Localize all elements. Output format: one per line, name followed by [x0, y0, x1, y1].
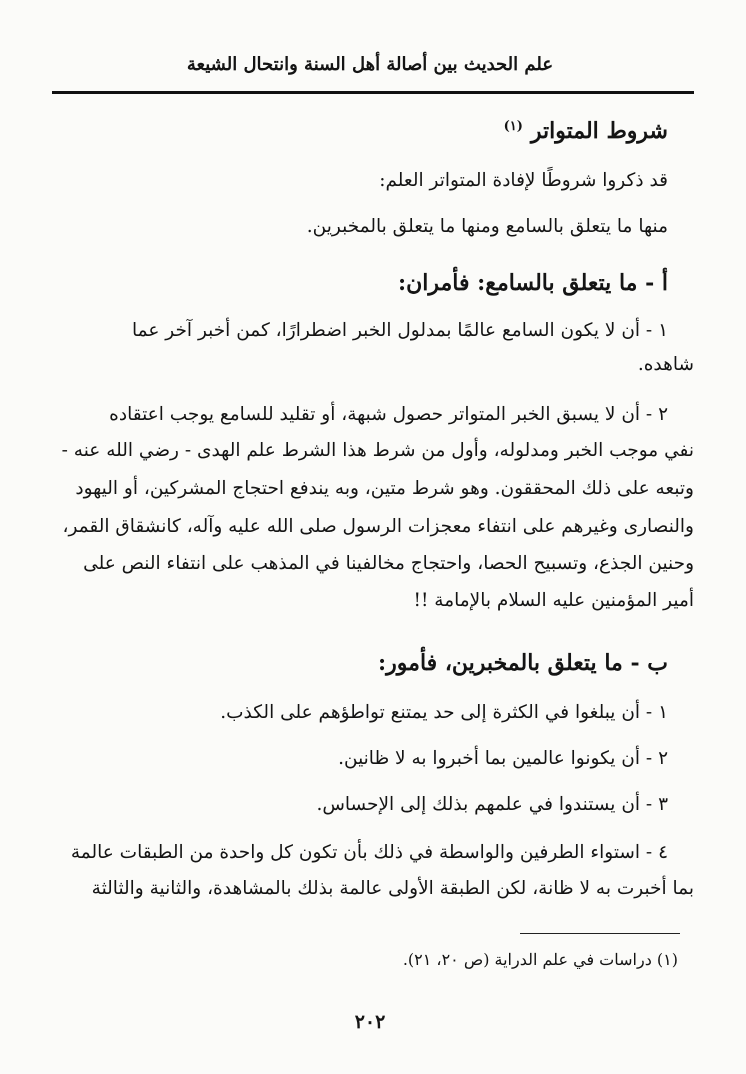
heading-a: أ - ما يتعلق بالسامع: فأمران:	[397, 270, 668, 296]
a-item1-line-1: ١ - أن لا يكون السامع عالمًا بمدلول الخبر اضطرارًا، كمن أخبر آخر عما	[132, 320, 668, 341]
section-title-text: شروط المتواتر	[530, 118, 668, 144]
a-item2-line-4: والنصارى وغيرهم على انتفاء معجزات الرسول صلى الله عليه وآله، كانشقاق القمر،	[62, 516, 694, 537]
b-item-1: ١ - أن يبلغوا في الكثرة إلى حد يمتنع تواطؤهم على الكذب.	[220, 702, 668, 723]
running-header: علم الحديث بين أصالة أهل السنة وانتحال الشيعة	[186, 54, 554, 75]
a-item1-line-2: شاهده.	[637, 354, 694, 375]
footnote: (١) دراسات في علم الدراية (ص ٢٠، ٢١).	[402, 950, 678, 969]
section-title	[504, 118, 668, 144]
a-item2-line-6: أمير المؤمنين عليه السلام بالإمامة !!	[413, 590, 694, 611]
a-item2-line-5: وحنين الجذع، وتسبيح الحصا، واحتجاج مخالفينا في المذهب على انتفاء النص على	[83, 553, 694, 574]
intro-line-1: قد ذكروا شروطًا لإفادة المتواتر العلم:	[379, 170, 668, 191]
intro-line-2: منها ما يتعلق بالسامع ومنها ما يتعلق بالمخبرين.	[306, 216, 668, 237]
b-item4-line-2: بما أخبرت به لا ظانة، لكن الطبقة الأولى عالمة بذلك بالمشاهدة، والثانية والثالثة	[91, 878, 694, 899]
b-item4-line-1: ٤ - استواء الطرفين والواسطة في ذلك بأن تكون كل واحدة من الطبقات عالمة	[70, 842, 668, 863]
footnote-rule	[520, 933, 680, 934]
b-item-2: ٢ - أن يكونوا عالمين بما أخبروا به لا ظانين.	[338, 748, 668, 769]
footnote-ref: (١)	[503, 119, 523, 134]
a-item2-line-1: ٢ - أن لا يسبق الخبر المتواتر حصول شبهة، أو تقليد للسامع يوجب اعتقاده	[109, 404, 668, 425]
a-item2-line-2: نفي موجب الخبر ومدلوله، وأول من شرط هذا الشرط علم الهدى - رضي الله عنه -	[61, 440, 694, 461]
a-item2-line-3: وتبعه على ذلك المحققون. وهو شرط متين، وبه يندفع احتجاج المشركين، أو اليهود	[75, 478, 694, 499]
heading-b: ب - ما يتعلق بالمخبرين، فأمور:	[378, 650, 668, 676]
header-rule	[52, 91, 694, 94]
b-item-3: ٣ - أن يستندوا في علمهم بذلك إلى الإحساس.	[316, 794, 668, 815]
page-number: ٢٠٢	[354, 1011, 386, 1033]
